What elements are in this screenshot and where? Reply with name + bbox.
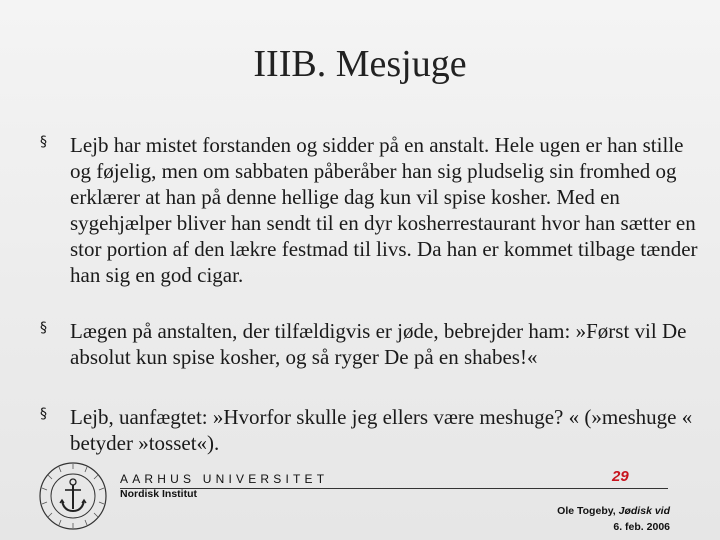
section-bullet-icon: §	[40, 320, 47, 336]
course-title: Jødisk vid	[618, 505, 670, 517]
author-name: Ole Togeby,	[557, 505, 616, 517]
footer-divider	[120, 488, 668, 489]
presentation-date: 6. feb. 2006	[613, 521, 670, 533]
university-seal-icon	[38, 461, 108, 531]
bullet-text: Lægen på anstalten, der tilfældigvis er jøde, bebrejder ham: »Først vil De absolut kun spise kosher, og så ryger De på en shabes!«	[70, 319, 687, 369]
bullet-text: Lejb, uanfægtet: »Hvorfor skulle jeg ellers være meshuge? « (»meshuge « betyder »tosset«).	[70, 405, 693, 455]
section-bullet-icon: §	[40, 134, 47, 150]
author-line	[557, 503, 670, 519]
author-credit	[557, 503, 670, 535]
university-name: AARHUS UNIVERSITET	[120, 472, 329, 486]
institute-name: Nordisk Institut	[120, 488, 198, 500]
bullet-text: Lejb har mistet forstanden og sidder på en anstalt. Hele ugen er han stille og føjelig, men om sabbaten påberåber han sig pludselig sin fromhed og erklærer at han på denne hellige dag kun vil spise kosher. Med en sygehjælper bliver han sendt til en dyr kosherrestaurant hvor han sætter en stor portion af den lækre festmad til livs. Da han er kommet tilbage tænder han sig en god cigar.	[70, 133, 698, 287]
slide-footer	[0, 455, 720, 540]
slide-title: IIIB. Mesjuge	[253, 43, 467, 85]
page-number: 29	[612, 468, 629, 485]
section-bullet-icon: §	[40, 406, 47, 422]
